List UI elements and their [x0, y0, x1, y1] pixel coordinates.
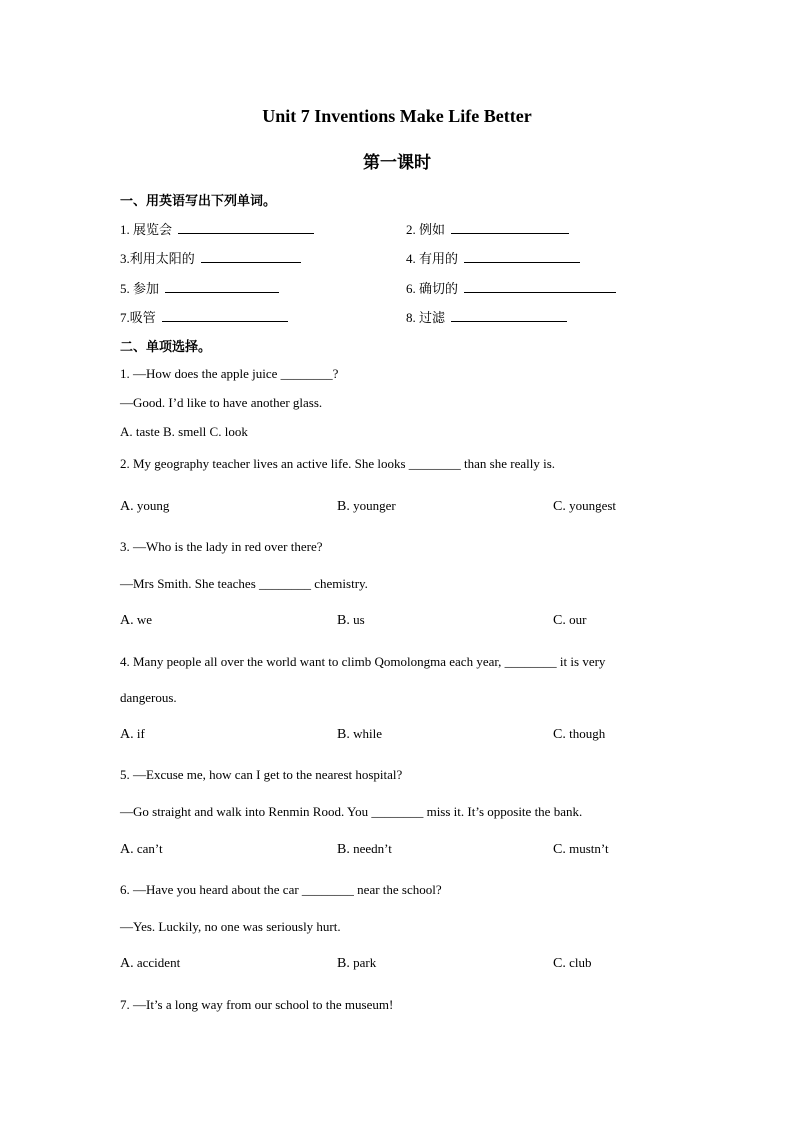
vocab-item-3: [120, 248, 301, 267]
question-1-reply: —Good. I’d like to have another glass.: [120, 395, 323, 410]
vocab-label: 8. 过滤: [406, 310, 446, 325]
question-6-option-a[interactable]: A. accident: [120, 955, 181, 971]
answer-blank[interactable]: [464, 250, 580, 263]
vocab-label: 2. 例如: [406, 222, 446, 237]
question-4-option-a[interactable]: A. if: [120, 726, 145, 742]
vocab-label: 5. 参加: [120, 281, 160, 296]
question-4-option-c[interactable]: C. though: [553, 726, 606, 742]
question-2-option-a[interactable]: A. young: [120, 498, 170, 514]
question-2-option-c[interactable]: C. youngest: [553, 498, 617, 514]
answer-blank[interactable]: [201, 250, 301, 263]
answer-blank[interactable]: [464, 280, 616, 293]
vocab-item-5: [120, 278, 279, 297]
question-6-stem: 6. —Have you heard about the car ________ near the school?: [120, 882, 442, 897]
vocab-label: 4. 有用的: [406, 251, 459, 266]
vocab-item-6: [406, 278, 616, 297]
answer-blank[interactable]: [165, 280, 279, 293]
answer-blank[interactable]: [162, 309, 288, 322]
lesson-subtitle: 第一课时: [363, 153, 431, 172]
question-4-option-b[interactable]: B. while: [337, 726, 382, 742]
question-1-options: A. taste B. smell C. look: [120, 424, 248, 439]
worksheet-title: Unit 7 Inventions Make Life Better: [262, 106, 532, 126]
vocab-item-1: [120, 219, 314, 238]
vocab-label: 7.吸管: [120, 310, 156, 325]
answer-blank[interactable]: [178, 221, 314, 234]
vocab-item-7: [120, 307, 288, 326]
question-3-option-b[interactable]: B. us: [337, 612, 365, 628]
vocab-label: 1. 展览会: [120, 222, 173, 237]
question-5-option-b[interactable]: B. needn’t: [337, 841, 392, 857]
question-7-stem: 7. —It’s a long way from our school to the museum!: [120, 997, 394, 1012]
question-6-option-b[interactable]: B. park: [337, 955, 377, 971]
question-5-option-a[interactable]: A. can’t: [120, 841, 163, 857]
answer-blank[interactable]: [451, 221, 569, 234]
question-5-stem: 5. —Excuse me, how can I get to the nearest hospital?: [120, 767, 403, 782]
question-6-reply: —Yes. Luckily, no one was seriously hurt.: [120, 919, 341, 934]
section-heading-vocabulary: 一、用英语写出下列单词。: [120, 194, 277, 209]
vocab-label: 3.利用太阳的: [120, 251, 195, 266]
question-3-reply: —Mrs Smith. She teaches ________ chemistry.: [120, 576, 368, 591]
question-5-option-c[interactable]: C. mustn’t: [553, 841, 609, 857]
answer-blank[interactable]: [451, 309, 567, 322]
vocab-item-8: [406, 307, 567, 326]
question-3-stem: 3. —Who is the lady in red over there?: [120, 539, 323, 554]
question-6-option-c[interactable]: C. club: [553, 955, 592, 971]
vocab-item-4: [406, 248, 580, 267]
question-2-stem: 2. My geography teacher lives an active life. She looks ________ than she really is.: [120, 456, 556, 471]
vocab-item-2: [406, 219, 569, 238]
question-5-reply: —Go straight and walk into Renmin Rood. You ________ miss it. It’s opposite the bank.: [120, 804, 583, 819]
question-4-stem: 4. Many people all over the world want to climb Qomolongma each year, ________ it is very: [120, 654, 606, 669]
question-3-option-a[interactable]: A. we: [120, 612, 153, 628]
section-heading-multiple-choice: 二、单项选择。: [120, 340, 212, 355]
question-4-stem-continued: dangerous.: [120, 690, 177, 705]
vocab-label: 6. 确切的: [406, 281, 459, 296]
question-2-option-b[interactable]: B. younger: [337, 498, 396, 514]
question-3-option-c[interactable]: C. our: [553, 612, 587, 628]
question-1-stem: 1. —How does the apple juice ________?: [120, 366, 339, 381]
